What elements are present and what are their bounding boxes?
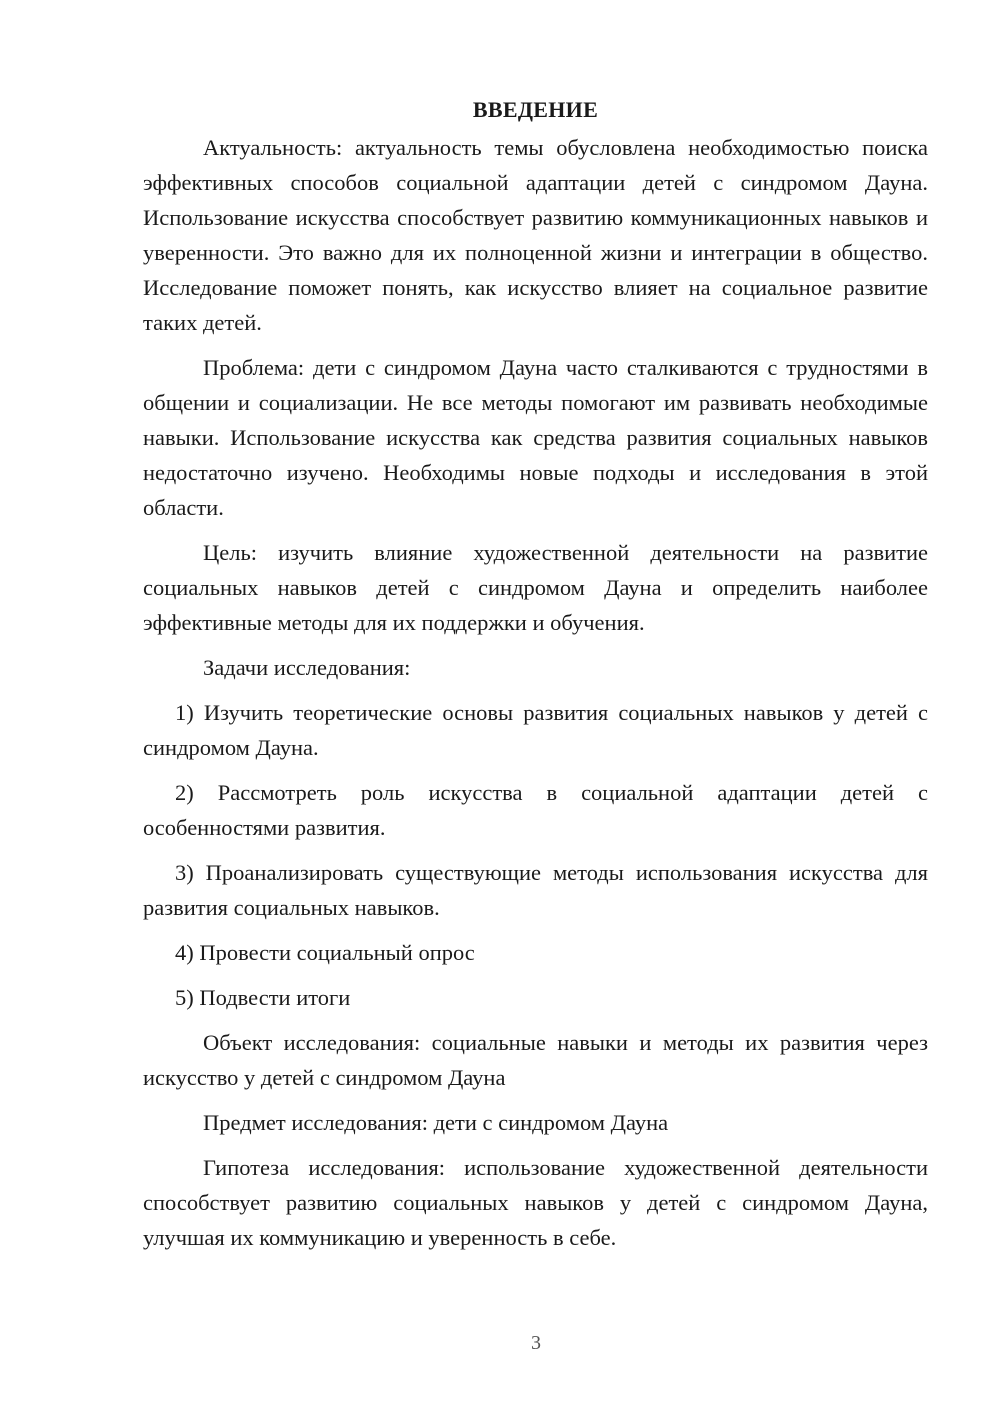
task-item: 1) Изучить теоретические основы развития социальных навыков у детей с синдромом Дауна. — [143, 700, 928, 760]
document-page — [143, 92, 928, 1265]
page-title: ВВЕДЕНИЕ — [472, 97, 599, 122]
subject-paragraph: Предмет исследования: дети с синдромом Дауна — [203, 1110, 669, 1135]
hypothesis-paragraph: Гипотеза исследования: использование художественной деятельности способствует развитию социальных навыков у детей с синдромом Дауна, улучшая их коммуникацию и уверенность в себе. — [143, 1155, 928, 1250]
tasks-heading: Задачи исследования: — [203, 655, 411, 680]
page-number: 3 — [531, 1332, 541, 1354]
task-item: 2) Рассмотреть роль искусства в социальной адаптации детей с особенностями развития. — [143, 780, 928, 840]
relevance-paragraph: Актуальность: актуальность темы обусловлена необходимостью поиска эффективных способов социальной адаптации детей с синдромом Дауна. Использование искусства способствует развитию коммуникационных навыков и уверенности. Это важно для их полноценной жизни и интеграции в общество. Исследование поможет понять, как искусство влияет на социальное развитие таких детей. — [143, 135, 928, 335]
goal-paragraph: Цель: изучить влияние художественной деятельности на развитие социальных навыков детей с синдромом Дауна и определить наиболее эффективные методы для их поддержки и обучения. — [143, 540, 928, 635]
problem-paragraph: Проблема: дети с синдромом Дауна часто сталкиваются с трудностями в общении и социализации. Не все методы помогают им развивать необходимые навыки. Использование искусства как средства развития социальных навыков недостаточно изучено. Необходимы новые подходы и исследования в этой области. — [143, 355, 928, 520]
task-item: 3) Проанализировать существующие методы использования искусства для развития социальных навыков. — [143, 860, 928, 920]
task-item: 5) Подвести итоги — [175, 985, 351, 1010]
object-paragraph: Объект исследования: социальные навыки и методы их развития через искусство у детей с синдромом Дауна — [143, 1030, 928, 1090]
tasks-list — [143, 695, 928, 1015]
task-item: 4) Провести социальный опрос — [175, 940, 475, 965]
